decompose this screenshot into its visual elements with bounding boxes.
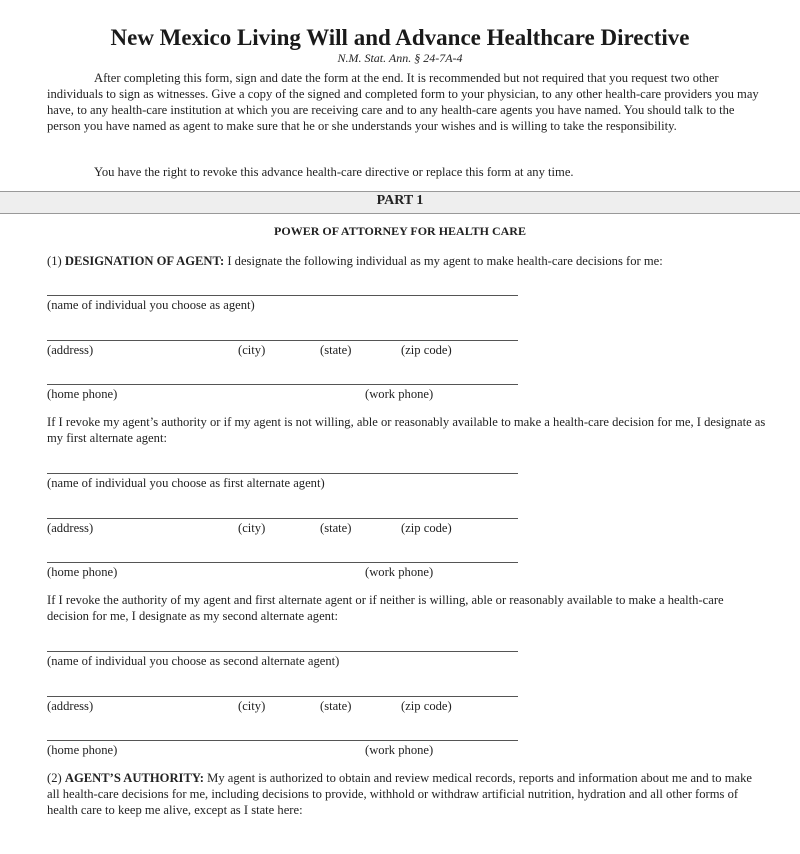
designation-number: (1) [47, 254, 62, 268]
form-title: New Mexico Living Will and Advance Healthcare Directive [110, 25, 690, 50]
second-alternate-paragraph: If I revoke the authority of my agent and first alternate agent or if neither is willing, able or reasonably available to make a health-care decision for me, I designate as my second alternate agent: [47, 593, 724, 623]
first-alternate-paragraph: If I revoke my agent’s authority or if my agent is not willing, able or reasonably available to make a health-care decision for me, I designate as my first alternate agent: [47, 415, 766, 445]
agent-city-label: (city) [238, 343, 266, 357]
part-label: PART 1 [376, 193, 424, 208]
designation-paragraph [47, 253, 767, 269]
first-alt-city-label: (city) [238, 521, 266, 535]
authority-number: (2) [47, 771, 62, 785]
second-alt-state-label: (state) [320, 699, 352, 713]
first-alt-address-label: (address) [47, 521, 94, 535]
second-alt-zip-label: (zip code) [401, 699, 452, 713]
agent-state-label: (state) [320, 343, 352, 357]
second-alt-name-line[interactable] [47, 651, 518, 652]
first-alt-work-phone-label: (work phone) [365, 565, 434, 579]
agent-address-label: (address) [47, 343, 94, 357]
second-alt-name-label: (name of individual you choose as second alternate agent) [47, 654, 340, 668]
statute-citation: N.M. Stat. Ann. § 24-7A-4 [337, 51, 463, 65]
first-alt-name-label: (name of individual you choose as first alternate agent) [47, 476, 325, 490]
agent-work-phone-label: (work phone) [365, 387, 434, 401]
second-alt-work-phone-label: (work phone) [365, 743, 434, 757]
revoke-notice: You have the right to revoke this advance health-care directive or replace this form at any time. [94, 165, 574, 179]
second-alt-address-label: (address) [47, 699, 94, 713]
second-alt-city-label: (city) [238, 699, 266, 713]
second-alt-home-phone-label: (home phone) [47, 743, 118, 757]
agent-zip-label: (zip code) [401, 343, 452, 357]
authority-paragraph [47, 770, 767, 818]
second-alt-address-line[interactable] [47, 696, 518, 697]
agent-name-label: (name of individual you choose as agent) [47, 298, 255, 312]
designation-title: DESIGNATION OF AGENT: [64, 254, 225, 268]
first-alt-name-line[interactable] [47, 473, 518, 474]
first-alt-phone-line[interactable] [47, 562, 518, 563]
agent-home-phone-label: (home phone) [47, 387, 118, 401]
agent-address-line[interactable] [47, 340, 518, 341]
section-heading: POWER OF ATTORNEY FOR HEALTH CARE [274, 224, 526, 238]
second-alt-phone-line[interactable] [47, 740, 518, 741]
first-alt-address-line[interactable] [47, 518, 518, 519]
authority-title: AGENT’S AUTHORITY: [64, 771, 204, 785]
designation-text: I designate the following individual as my agent to make health-care decisions for me: [227, 254, 663, 268]
intro-instructions: After completing this form, sign and date the form at the end. It is recommended but not required that you request two other individuals to sign as witnesses. Give a copy of the signed and completed form to your physician, to any other health-care providers you may have, to any health-care institution at which you are receiving care and to any health-care agents you have named. You should talk to the person you have named as agent to make sure that he or she understands your wishes and is willing to take the responsibility. [47, 71, 759, 133]
first-alt-state-label: (state) [320, 521, 352, 535]
first-alt-home-phone-label: (home phone) [47, 565, 118, 579]
first-alt-zip-label: (zip code) [401, 521, 452, 535]
agent-phone-line[interactable] [47, 384, 518, 385]
agent-name-line[interactable] [47, 295, 518, 296]
authority-text: My agent is authorized to obtain and review medical records, reports and information about me and to make all health-care decisions for me, including decisions to provide, withhold or withdraw artificial nutrition, hydration and all other forms of health care to keep me alive, except as I state here: [47, 771, 753, 817]
